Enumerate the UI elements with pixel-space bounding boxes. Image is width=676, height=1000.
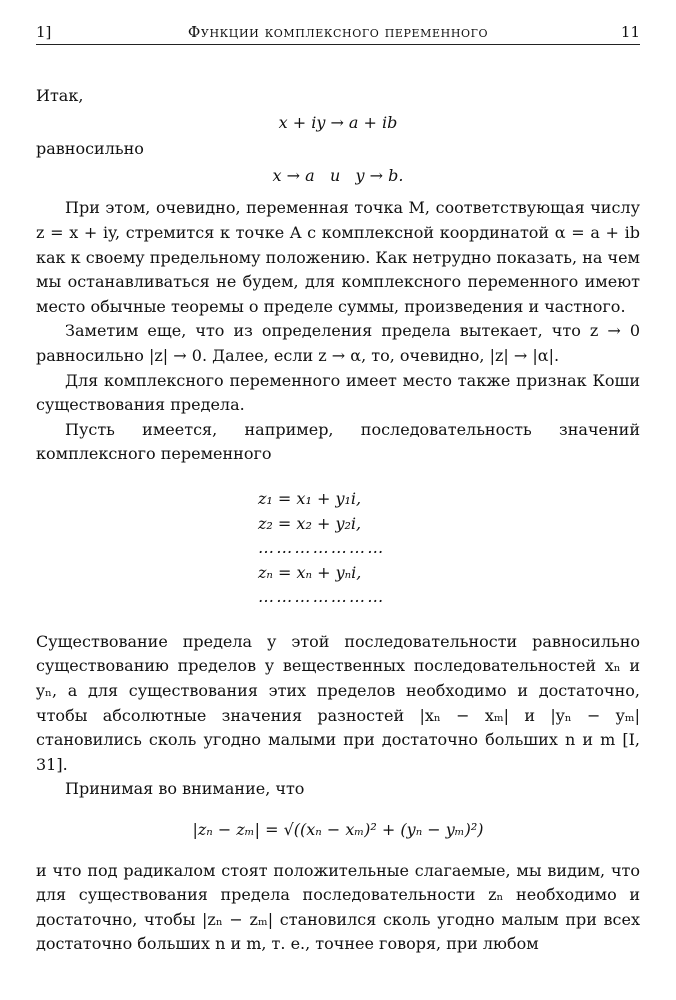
running-header	[36, 20, 640, 45]
paragraph-taking-into-account: Принимая во внимание, что	[65, 779, 305, 799]
sequence-dots: …………………	[258, 587, 386, 607]
sequence-line: zₙ = xₙ + yₙi,	[258, 562, 362, 582]
sequence-line: z₁ = x₁ + y₁i,	[258, 488, 362, 508]
paragraph-modulus: Заметим еще, что из определения предела вытекает, что z → 0 равносильно |z| → 0. Далее, если z → α, то, очевидно, |z| → |α|.	[36, 321, 640, 365]
sequence-equations	[258, 487, 418, 610]
equation-limit-parts: x → a и y → b.	[272, 165, 404, 185]
equation-modulus-difference: |zₙ − zₘ| = √((xₙ − xₘ)² + (yₙ − yₘ)²)	[192, 820, 484, 840]
paragraph-ravnosilno: равносильно	[36, 139, 144, 159]
sequence-line: z₂ = x₂ + y₂i,	[258, 513, 362, 533]
sequence-dots: …………………	[258, 538, 386, 558]
paragraph-itak: Итак,	[36, 86, 84, 105]
page-body	[36, 84, 640, 957]
equation-limit-complex: x + iy → a + ib	[278, 112, 398, 132]
header-title: Функции комплексного переменного	[187, 23, 489, 41]
paragraph-existence: Существование предела у этой последовательности равносильно существованию пределов у вещественных последовательностей xₙ и yₙ, а для существования этих пределов необходимо и достаточно, чтобы абсолютные значения разностей |xₙ − xₘ| и |yₙ − yₘ| становились сколь угодно малыми при достаточно больших n и m [I, 31].	[36, 631, 640, 774]
section-marker: 1]	[36, 23, 52, 41]
paragraph-point-m: При этом, очевидно, переменная точка M, соответствующая числу z = x + iy, стремится к точке A с комплексной координатой α = a + ib как к своему предельному положению. Как нетрудно показать, на чем мы останавливаться не будем, для комплексного переменного имеют место обычные теоремы о пределе суммы, произведения и частного.	[36, 198, 640, 316]
page-number: 11	[620, 23, 640, 41]
paragraph-sequence-intro: Пусть имеется, например, последовательность значений комплексного переменного	[36, 419, 640, 464]
paragraph-radical: и что под радикалом стоят положительные слагаемые, мы видим, что для существования предела последовательности zₙ необходимо и достаточно, чтобы |zₙ − zₘ| становился сколь угодно малым при всех достаточно больших n и m, т. е., точнее говоря, при любом	[36, 860, 640, 954]
paragraph-cauchy: Для комплексного переменного имеет место также признак Коши существования предела.	[36, 370, 640, 415]
